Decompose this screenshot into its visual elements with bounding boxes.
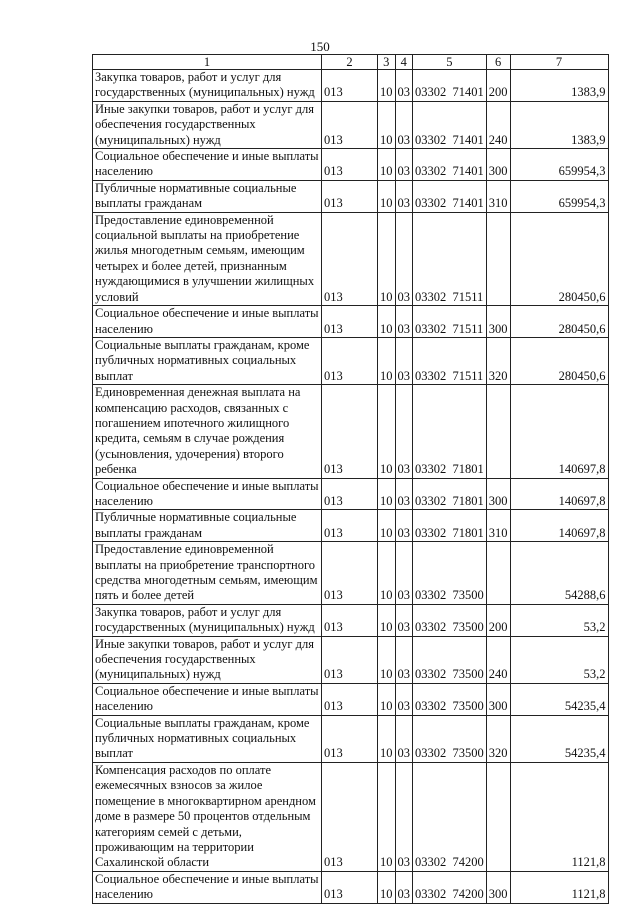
row-expense-type-cell bbox=[486, 70, 510, 102]
row-amount-cell-text: 280450,6 bbox=[558, 321, 606, 336]
header-cell: 2 bbox=[322, 55, 378, 70]
row-subsection-cell bbox=[395, 636, 413, 683]
row-amount-cell bbox=[510, 510, 608, 542]
row-name-cell bbox=[93, 337, 322, 384]
row-section-cell bbox=[378, 180, 396, 212]
row-section-cell bbox=[378, 715, 396, 762]
row-target-article-cell bbox=[413, 636, 487, 683]
row-expense-type-cell bbox=[486, 212, 510, 305]
row-amount-cell-text: 54235,4 bbox=[564, 699, 606, 714]
table-row bbox=[93, 683, 609, 715]
row-amount-cell bbox=[510, 212, 608, 305]
row-subsection-cell bbox=[395, 385, 413, 478]
row-amount-cell bbox=[510, 636, 608, 683]
row-expense-type-cell-text: 200 bbox=[488, 620, 508, 635]
row-amount-cell bbox=[510, 762, 608, 871]
row-code-cell bbox=[322, 510, 378, 542]
row-target-article-cell-text: 03302 71401 bbox=[415, 164, 484, 179]
row-subsection-cell bbox=[395, 542, 413, 605]
row-code-cell-text: 013 bbox=[324, 746, 343, 761]
row-section-cell-text: 10 bbox=[380, 164, 393, 179]
row-code-cell bbox=[322, 542, 378, 605]
row-name-cell bbox=[93, 149, 322, 181]
row-target-article-cell bbox=[413, 180, 487, 212]
row-name-cell-text: Социальное обеспечение и иные выплаты населению bbox=[95, 149, 319, 179]
header-cell: 5 bbox=[413, 55, 487, 70]
row-code-cell bbox=[322, 70, 378, 102]
row-target-article-cell bbox=[413, 715, 487, 762]
row-expense-type-cell-text: 240 bbox=[488, 132, 508, 147]
row-section-cell-text: 10 bbox=[380, 368, 393, 383]
row-expense-type-cell bbox=[486, 604, 510, 636]
row-section-cell-text: 10 bbox=[380, 132, 393, 147]
row-subsection-cell-text: 03 bbox=[397, 525, 410, 540]
row-section-cell bbox=[378, 306, 396, 338]
header-cell: 1 bbox=[93, 55, 322, 70]
row-name-cell-text: Публичные нормативные социальные выплаты гражданам bbox=[95, 510, 297, 540]
row-code-cell-text: 013 bbox=[324, 368, 343, 383]
row-name-cell bbox=[93, 683, 322, 715]
row-section-cell bbox=[378, 337, 396, 384]
row-name-cell-text: Иные закупки товаров, работ и услуг для обеспечения государственных (муниципальных) нужд bbox=[95, 636, 315, 682]
table-row bbox=[93, 385, 609, 478]
row-target-article-cell bbox=[413, 542, 487, 605]
row-subsection-cell-text: 03 bbox=[397, 667, 410, 682]
row-target-article-cell-text: 03302 71801 bbox=[415, 493, 484, 508]
row-amount-cell-text: 140697,8 bbox=[558, 493, 606, 508]
row-name-cell-text: Публичные нормативные социальные выплаты гражданам bbox=[95, 180, 297, 211]
row-code-cell-text: 013 bbox=[324, 132, 343, 147]
row-name-cell bbox=[93, 510, 322, 542]
row-name-cell-text: Компенсация расходов по оплате ежемесячных взносов за жилое помещение в многоквартирном арендном доме в размере 50 процентов отдельным категориям семей с детьми, проживающим на территории Сахалинской области bbox=[95, 762, 316, 870]
row-amount-cell bbox=[510, 180, 608, 212]
row-code-cell bbox=[322, 385, 378, 478]
row-code-cell-text: 013 bbox=[324, 164, 343, 179]
row-section-cell-text: 10 bbox=[380, 588, 393, 603]
row-name-cell-text: Закупка товаров, работ и услуг для государственных (муниципальных) нужд bbox=[95, 604, 315, 635]
row-section-cell bbox=[378, 604, 396, 636]
row-section-cell bbox=[378, 212, 396, 305]
row-section-cell bbox=[378, 683, 396, 715]
header-cell: 3 bbox=[378, 55, 396, 70]
table-row bbox=[93, 510, 609, 542]
row-subsection-cell-text: 03 bbox=[397, 462, 410, 477]
row-amount-cell-text: 53,2 bbox=[583, 667, 606, 682]
row-subsection-cell-text: 03 bbox=[397, 289, 410, 304]
row-expense-type-cell bbox=[486, 542, 510, 605]
row-target-article-cell bbox=[413, 385, 487, 478]
row-name-cell-text: Иные закупки товаров, работ и услуг для обеспечения государственных (муниципальных) нужд bbox=[95, 101, 315, 147]
table-row bbox=[93, 149, 609, 181]
row-amount-cell bbox=[510, 542, 608, 605]
row-section-cell-text: 10 bbox=[380, 746, 393, 761]
row-code-cell bbox=[322, 636, 378, 683]
row-subsection-cell bbox=[395, 212, 413, 305]
row-code-cell bbox=[322, 101, 378, 148]
row-name-cell-text: Социальное обеспечение и иные выплаты населению bbox=[95, 871, 319, 902]
table-row bbox=[93, 636, 609, 683]
row-amount-cell-text: 659954,3 bbox=[558, 164, 606, 179]
table-row bbox=[93, 762, 609, 871]
row-subsection-cell-text: 03 bbox=[397, 368, 410, 383]
table-row bbox=[93, 212, 609, 305]
row-code-cell-text: 013 bbox=[324, 588, 343, 603]
row-expense-type-cell bbox=[486, 385, 510, 478]
row-amount-cell-text: 280450,6 bbox=[558, 368, 606, 383]
row-code-cell bbox=[322, 683, 378, 715]
row-name-cell bbox=[93, 385, 322, 478]
row-amount-cell bbox=[510, 70, 608, 102]
row-amount-cell bbox=[510, 149, 608, 181]
row-name-cell bbox=[93, 306, 322, 338]
row-name-cell bbox=[93, 762, 322, 871]
row-code-cell bbox=[322, 180, 378, 212]
row-section-cell-text: 10 bbox=[380, 85, 393, 100]
row-section-cell bbox=[378, 762, 396, 871]
row-code-cell bbox=[322, 149, 378, 181]
row-code-cell-text: 013 bbox=[324, 667, 343, 682]
row-section-cell-text: 10 bbox=[380, 196, 393, 211]
row-section-cell-text: 10 bbox=[380, 462, 393, 477]
table-row bbox=[93, 478, 609, 510]
table-row bbox=[93, 715, 609, 762]
row-subsection-cell bbox=[395, 180, 413, 212]
row-code-cell-text: 013 bbox=[324, 462, 343, 477]
header-cell: 6 bbox=[486, 55, 510, 70]
row-target-article-cell bbox=[413, 604, 487, 636]
row-amount-cell-text: 659954,3 bbox=[558, 196, 606, 211]
row-section-cell-text: 10 bbox=[380, 289, 393, 304]
row-section-cell-text: 10 bbox=[380, 525, 393, 540]
row-name-cell bbox=[93, 101, 322, 148]
row-amount-cell bbox=[510, 871, 608, 903]
row-expense-type-cell bbox=[486, 871, 510, 903]
row-expense-type-cell bbox=[486, 306, 510, 338]
row-target-article-cell bbox=[413, 337, 487, 384]
header-cell: 4 bbox=[395, 55, 413, 70]
row-expense-type-cell-text: 300 bbox=[488, 699, 508, 714]
row-expense-type-cell-text: 310 bbox=[488, 196, 508, 211]
page-number: 150 bbox=[310, 39, 330, 54]
table-row bbox=[93, 101, 609, 148]
row-section-cell-text: 10 bbox=[380, 699, 393, 714]
row-section-cell bbox=[378, 478, 396, 510]
row-code-cell bbox=[322, 762, 378, 871]
row-name-cell bbox=[93, 70, 322, 102]
table-row bbox=[93, 306, 609, 338]
row-section-cell bbox=[378, 871, 396, 903]
row-amount-cell bbox=[510, 683, 608, 715]
table-header-row bbox=[93, 55, 609, 70]
row-subsection-cell-text: 03 bbox=[397, 321, 410, 336]
row-target-article-cell bbox=[413, 101, 487, 148]
row-amount-cell-text: 54288,6 bbox=[564, 588, 606, 603]
row-expense-type-cell-text: 310 bbox=[488, 525, 508, 540]
row-expense-type-cell bbox=[486, 762, 510, 871]
row-code-cell bbox=[322, 212, 378, 305]
row-target-article-cell-text: 03302 73500 bbox=[415, 699, 484, 714]
row-subsection-cell-text: 03 bbox=[397, 699, 410, 714]
row-target-article-cell-text: 03302 73500 bbox=[415, 746, 484, 761]
row-name-cell bbox=[93, 636, 322, 683]
row-subsection-cell-text: 03 bbox=[397, 493, 410, 508]
row-amount-cell bbox=[510, 306, 608, 338]
row-expense-type-cell bbox=[486, 636, 510, 683]
row-code-cell-text: 013 bbox=[324, 196, 343, 211]
row-amount-cell-text: 53,2 bbox=[583, 620, 606, 635]
row-section-cell bbox=[378, 542, 396, 605]
row-name-cell-text: Социальные выплаты гражданам, кроме публичных нормативных социальных выплат bbox=[95, 715, 310, 761]
table-row bbox=[93, 180, 609, 212]
row-section-cell bbox=[378, 636, 396, 683]
row-subsection-cell-text: 03 bbox=[397, 620, 410, 635]
row-expense-type-cell-text: 320 bbox=[488, 746, 508, 761]
row-expense-type-cell-text: 300 bbox=[488, 887, 508, 902]
row-subsection-cell bbox=[395, 478, 413, 510]
row-expense-type-cell bbox=[486, 337, 510, 384]
table-row bbox=[93, 871, 609, 903]
row-target-article-cell-text: 03302 71511 bbox=[415, 368, 484, 383]
row-target-article-cell bbox=[413, 306, 487, 338]
header-cell: 7 bbox=[510, 55, 608, 70]
row-code-cell bbox=[322, 715, 378, 762]
row-section-cell-text: 10 bbox=[380, 887, 393, 902]
row-subsection-cell bbox=[395, 70, 413, 102]
row-section-cell bbox=[378, 101, 396, 148]
row-target-article-cell bbox=[413, 510, 487, 542]
row-subsection-cell-text: 03 bbox=[397, 746, 410, 761]
row-target-article-cell-text: 03302 71401 bbox=[415, 196, 484, 211]
row-expense-type-cell-text: 200 bbox=[488, 85, 508, 100]
row-amount-cell-text: 1383,9 bbox=[571, 132, 606, 147]
row-target-article-cell-text: 03302 73500 bbox=[415, 620, 484, 635]
row-target-article-cell-text: 03302 71401 bbox=[415, 132, 484, 147]
row-code-cell-text: 013 bbox=[324, 855, 343, 870]
row-code-cell-text: 013 bbox=[324, 85, 343, 100]
row-amount-cell bbox=[510, 101, 608, 148]
row-code-cell bbox=[322, 604, 378, 636]
row-section-cell bbox=[378, 70, 396, 102]
row-target-article-cell-text: 03302 71801 bbox=[415, 525, 484, 540]
row-section-cell bbox=[378, 149, 396, 181]
row-section-cell bbox=[378, 385, 396, 478]
row-subsection-cell-text: 03 bbox=[397, 588, 410, 603]
row-name-cell-text: Единовременная денежная выплата на компенсацию расходов, связанных с погашением ипотечного жилищного кредита, семьям в случае рождения (усыновления, удочерения) второго ребенка bbox=[95, 385, 301, 477]
row-name-cell bbox=[93, 180, 322, 212]
row-name-cell-text: Предоставление единовременной выплаты на приобретение транспортного средства многодетным семьям, имеющим пять и более детей bbox=[95, 542, 318, 603]
row-section-cell-text: 10 bbox=[380, 855, 393, 870]
row-subsection-cell bbox=[395, 306, 413, 338]
row-code-cell-text: 013 bbox=[324, 620, 343, 635]
row-expense-type-cell bbox=[486, 149, 510, 181]
row-amount-cell-text: 280450,6 bbox=[558, 289, 606, 304]
row-subsection-cell bbox=[395, 762, 413, 871]
row-subsection-cell-text: 03 bbox=[397, 855, 410, 870]
budget-table bbox=[92, 54, 609, 904]
row-target-article-cell bbox=[413, 762, 487, 871]
row-expense-type-cell bbox=[486, 510, 510, 542]
row-subsection-cell-text: 03 bbox=[397, 164, 410, 179]
row-subsection-cell-text: 03 bbox=[397, 887, 410, 902]
row-subsection-cell bbox=[395, 337, 413, 384]
row-amount-cell-text: 140697,8 bbox=[558, 462, 606, 477]
row-expense-type-cell-text: 300 bbox=[488, 321, 508, 336]
row-expense-type-cell bbox=[486, 683, 510, 715]
row-name-cell-text: Социальное обеспечение и иные выплаты населению bbox=[95, 306, 319, 336]
row-expense-type-cell bbox=[486, 478, 510, 510]
row-amount-cell-text: 140697,8 bbox=[558, 525, 606, 540]
row-target-article-cell-text: 03302 71511 bbox=[415, 321, 484, 336]
row-target-article-cell bbox=[413, 212, 487, 305]
row-target-article-cell bbox=[413, 871, 487, 903]
row-amount-cell bbox=[510, 478, 608, 510]
row-code-cell bbox=[322, 871, 378, 903]
row-name-cell-text: Социальное обеспечение и иные выплаты населению bbox=[95, 478, 319, 508]
row-code-cell-text: 013 bbox=[324, 493, 343, 508]
row-name-cell-text: Социальное обеспечение и иные выплаты населению bbox=[95, 683, 319, 714]
row-amount-cell-text: 54235,4 bbox=[564, 746, 606, 761]
table-body bbox=[93, 55, 609, 904]
row-subsection-cell bbox=[395, 715, 413, 762]
row-code-cell bbox=[322, 306, 378, 338]
row-amount-cell bbox=[510, 337, 608, 384]
row-name-cell bbox=[93, 871, 322, 903]
row-target-article-cell-text: 03302 74200 bbox=[415, 855, 484, 870]
row-target-article-cell bbox=[413, 478, 487, 510]
row-amount-cell bbox=[510, 604, 608, 636]
row-amount-cell bbox=[510, 715, 608, 762]
row-target-article-cell bbox=[413, 683, 487, 715]
row-name-cell-text: Предоставление единовременной социальной выплаты на приобретение жилья многодетным семьям, имеющим четырех и более детей, признанным нуждающимися в улучшении жилищных условий bbox=[95, 212, 315, 304]
row-section-cell bbox=[378, 510, 396, 542]
row-section-cell-text: 10 bbox=[380, 620, 393, 635]
row-name-cell bbox=[93, 212, 322, 305]
row-amount-cell-text: 1383,9 bbox=[571, 85, 606, 100]
row-name-cell bbox=[93, 715, 322, 762]
row-expense-type-cell-text: 300 bbox=[488, 164, 508, 179]
row-section-cell-text: 10 bbox=[380, 321, 393, 336]
row-target-article-cell-text: 03302 71801 bbox=[415, 462, 484, 477]
row-subsection-cell bbox=[395, 683, 413, 715]
row-expense-type-cell-text: 300 bbox=[488, 493, 508, 508]
row-subsection-cell bbox=[395, 604, 413, 636]
row-amount-cell bbox=[510, 385, 608, 478]
row-subsection-cell bbox=[395, 149, 413, 181]
row-subsection-cell-text: 03 bbox=[397, 196, 410, 211]
table-row bbox=[93, 542, 609, 605]
row-subsection-cell-text: 03 bbox=[397, 132, 410, 147]
table-row bbox=[93, 337, 609, 384]
row-code-cell-text: 013 bbox=[324, 887, 343, 902]
row-code-cell-text: 013 bbox=[324, 525, 343, 540]
row-expense-type-cell bbox=[486, 180, 510, 212]
row-expense-type-cell-text: 240 bbox=[488, 667, 508, 682]
row-code-cell bbox=[322, 337, 378, 384]
row-name-cell-text: Социальные выплаты гражданам, кроме публичных нормативных социальных выплат bbox=[95, 337, 310, 383]
row-section-cell-text: 10 bbox=[380, 493, 393, 508]
row-code-cell-text: 013 bbox=[324, 321, 343, 336]
row-target-article-cell bbox=[413, 149, 487, 181]
row-amount-cell-text: 1121,8 bbox=[571, 855, 606, 870]
row-name-cell bbox=[93, 478, 322, 510]
row-subsection-cell-text: 03 bbox=[397, 85, 410, 100]
row-target-article-cell-text: 03302 71401 bbox=[415, 85, 484, 100]
row-expense-type-cell-text: 320 bbox=[488, 368, 508, 383]
row-code-cell-text: 013 bbox=[324, 289, 343, 304]
table-row bbox=[93, 604, 609, 636]
row-target-article-cell-text: 03302 73500 bbox=[415, 588, 484, 603]
row-subsection-cell bbox=[395, 101, 413, 148]
row-name-cell bbox=[93, 542, 322, 605]
row-code-cell-text: 013 bbox=[324, 699, 343, 714]
row-subsection-cell bbox=[395, 871, 413, 903]
row-section-cell-text: 10 bbox=[380, 667, 393, 682]
row-target-article-cell bbox=[413, 70, 487, 102]
row-expense-type-cell bbox=[486, 715, 510, 762]
row-target-article-cell-text: 03302 73500 bbox=[415, 667, 484, 682]
table-row bbox=[93, 70, 609, 102]
row-amount-cell-text: 1121,8 bbox=[571, 887, 606, 902]
row-subsection-cell bbox=[395, 510, 413, 542]
row-target-article-cell-text: 03302 74200 bbox=[415, 887, 484, 902]
row-name-cell bbox=[93, 604, 322, 636]
row-name-cell-text: Закупка товаров, работ и услуг для государственных (муниципальных) нужд bbox=[95, 70, 315, 100]
row-target-article-cell-text: 03302 71511 bbox=[415, 289, 484, 304]
row-expense-type-cell bbox=[486, 101, 510, 148]
row-code-cell bbox=[322, 478, 378, 510]
